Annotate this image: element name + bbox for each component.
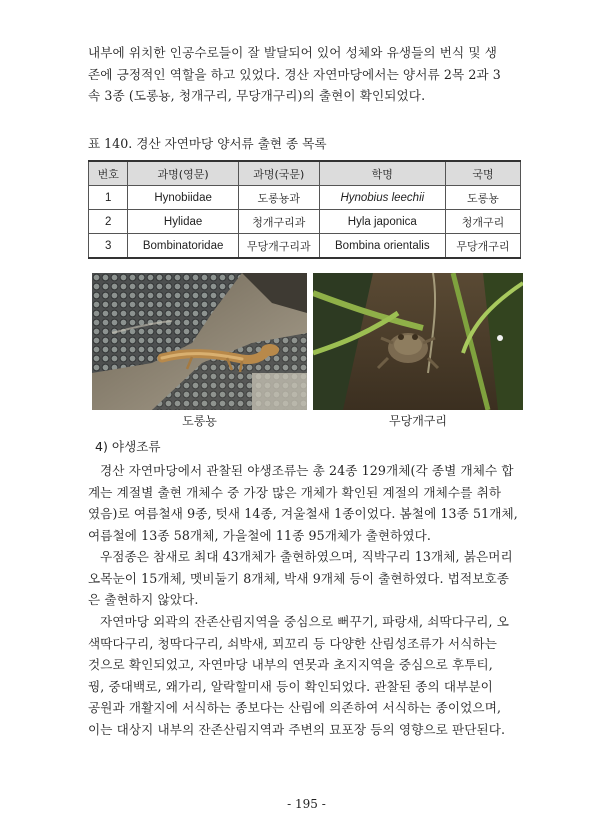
text-line: 이는 대상지 내부의 잔존산림지역과 주변의 묘포장 등의 영향으로 판단된다. <box>88 721 506 737</box>
page-number: - 195 - <box>287 797 326 811</box>
text-line: 였음)로 여름철새 9종, 텃새 14종, 겨울철새 1종이었다. 봄철에 13종 51개체, <box>88 506 518 521</box>
cell-number: 1 <box>89 186 128 210</box>
text-line: 은 출현하지 않았다. <box>88 592 199 607</box>
text-line: 색딱다구리, 청딱다구리, 쇠박새, 꾀꼬리 등 다양한 산림성조류가 서식하는 <box>88 635 497 651</box>
text-line: 계는 계절별 출현 개체수 중 가장 많은 개체가 확인된 계절의 개체수를 취하 <box>88 484 502 500</box>
salamander-label: 도롱뇽 <box>182 414 217 428</box>
text-line: 내부에 위치한 인공수로들이 잘 발달되어 있어 성체와 유생들의 번식 및 생 <box>88 45 497 60</box>
text-line: 자연마당 외곽의 잔존산림지역을 중심으로 뻐꾸기, 파랑새, 쇠딱다구리, 오 <box>100 614 509 629</box>
toad-photo <box>313 273 523 410</box>
text-line: 오목눈이 15개체, 멧비둘기 8개체, 박새 9개체 등이 출현하였다. 법적보호종 <box>88 570 510 586</box>
toad-label: 무당개구리 <box>389 414 447 428</box>
text-line: 공원과 개활지에 서식하는 종보다는 산림에 의존하여 서식하는 종이었으며, <box>88 700 502 715</box>
cell-common-name: 무당개구리 <box>445 234 520 259</box>
cell-number: 2 <box>89 210 128 234</box>
salamander-photo <box>92 273 307 410</box>
text-line: 경산 자연마당에서 관찰된 야생조류는 총 24종 129개체(각 종별 개체수 합 <box>100 463 514 478</box>
table-row <box>89 210 521 234</box>
text-line: 우점종은 참새로 최대 43개체가 출현하였으며, 직박구리 13개체, 붉은머리 <box>100 549 513 564</box>
table-caption: 표 140. 경산 자연마당 양서류 출현 종 목록 <box>88 136 327 151</box>
birds-paragraph-1 <box>88 460 533 546</box>
table-row <box>89 234 521 259</box>
cell-common-name: 도롱뇽 <box>445 186 520 210</box>
cell-scientific-name: Hyla japonica <box>319 210 445 234</box>
cell-number: 3 <box>89 234 128 259</box>
col-header: 과명(국문) <box>238 161 319 186</box>
text-line: 여름철에 13종 58개체, 가을철에 11종 95개체가 출현하였다. <box>88 527 432 543</box>
col-header: 학명 <box>319 161 445 186</box>
cell-common-name: 청개구리 <box>445 210 520 234</box>
cell-scientific-name: Hynobius leechii <box>319 186 445 210</box>
cell-scientific-name: Bombina orientalis <box>319 234 445 259</box>
cell-family-en: Bombinatoridae <box>128 234 238 259</box>
col-header: 국명 <box>445 161 520 186</box>
cell-family-kr: 무당개구리과 <box>238 234 319 259</box>
cell-family-en: Hynobiidae <box>128 186 238 210</box>
cell-family-en: Hylidae <box>128 210 238 234</box>
amphibian-table <box>88 160 521 259</box>
intro-paragraph <box>88 42 533 107</box>
birds-paragraph-2 <box>88 546 533 611</box>
text-line: 존에 긍정적인 역할을 하고 있었다. 경산 자연마당에서는 양서류 2목 2과 3 <box>88 66 501 82</box>
table-row <box>89 186 521 210</box>
section-heading: 4) 야생조류 <box>95 439 161 454</box>
col-header: 번호 <box>89 161 128 186</box>
text-line: 꿩, 중대백로, 왜가리, 알락할미새 등이 확인되었다. 관찰된 종의 대부분이 <box>88 678 493 694</box>
text-line: 속 3종 (도롱뇽, 청개구리, 무당개구리)의 출현이 확인되었다. <box>88 88 426 103</box>
cell-family-kr: 청개구리과 <box>238 210 319 234</box>
table-header-row <box>89 161 521 186</box>
birds-paragraph-3 <box>88 611 533 740</box>
text-line: 것으로 확인되었고, 자연마당 내부의 연못과 초지지역을 중심으로 후투티, <box>88 657 493 672</box>
col-header: 과명(영문) <box>128 161 238 186</box>
cell-family-kr: 도롱뇽과 <box>238 186 319 210</box>
